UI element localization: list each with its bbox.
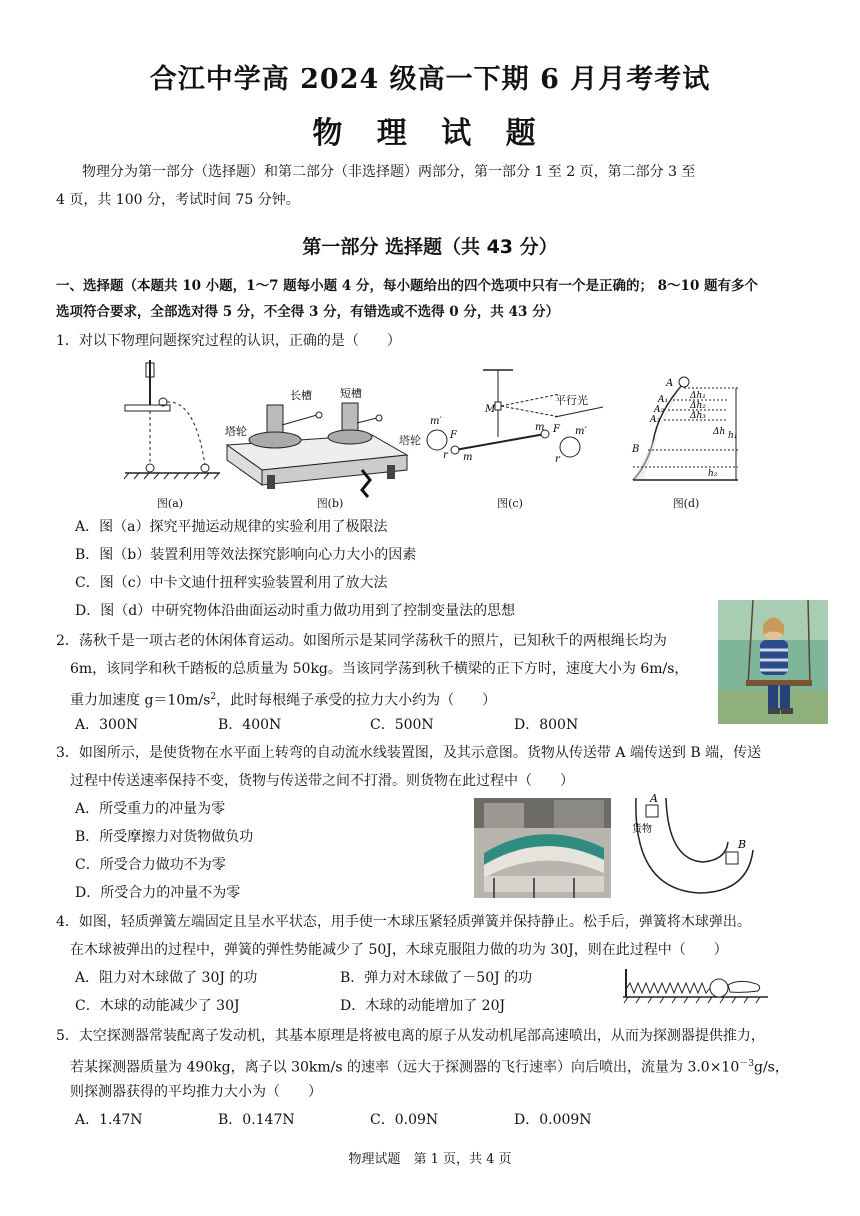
question-3-option-c: C．所受合力做功不为零 [75,857,226,873]
figure-b-caption: 图(b) [316,497,344,510]
question-4-line-2: 在木球被弹出的过程中，弹簧的弹性势能减少了 50J，木球克服阻力做的功为 30J，则在此过程中（ ） [70,942,728,958]
figure-d-curved-surface [628,372,748,490]
section-title: 第一部分 选择题（共 43 分） [302,236,558,258]
figure-c-torsion-balance [425,362,610,492]
figure-b-short-label: 短槽 [340,387,362,400]
question-5-line-2-a: 若某探测器质量为 490kg，离子以 30km/s 的速率（远大于探测器的飞行速率）向后喷出，流量为 3.0×10 [70,1059,740,1076]
question-5-option-d: D．0.009N [514,1112,592,1128]
svg-text:M: M [485,404,496,415]
spring-ball-diagram [618,965,770,1007]
question-4-option-b: B．弹力对木球做了－50J 的功 [340,970,533,986]
question-5-option-c: C．0.09N [370,1112,439,1128]
figure-d-caption: 图(d) [672,497,700,510]
question-2-exponent: 2 [210,692,217,702]
intro-line-2: 4 页，共 100 分，考试时间 75 分钟。 [56,192,300,208]
svg-text:m′: m′ [430,416,442,427]
swing-photo [718,600,828,724]
schematic-cargo-label: 货物 [632,824,652,835]
question-2-line-3-b: ，此时每根绳子承受的拉力大小约为（ ） [216,692,497,709]
svg-text:Δh₃: Δh₃ [690,411,706,421]
figure-c-parallel-light-label: 平行光 [555,394,588,407]
figure-b-centripetal-apparatus [222,385,412,500]
svg-text:A₃: A₃ [650,415,661,425]
question-5-line-3: 则探测器获得的平均推力大小为（ ） [70,1084,322,1100]
figure-a-projectile-diagram [115,355,225,510]
question-5-line-1: 5．太空探测器常装配离子发动机，其基本原理是将被电离的原子从发动机尾部高速喷出，从而为探测器提供推力， [56,1028,765,1044]
page-footer: 物理试题 第 1 页，共 4 页 [348,1152,512,1167]
svg-text:m: m [463,452,473,463]
question-2-line-3-a: 重力加速度 g＝10m/s [70,692,211,709]
question-3-option-d: D．所受合力的冲量不为零 [75,885,241,901]
schematic-label-a: A [650,792,658,805]
svg-text:Δh₂: Δh₂ [690,401,706,411]
svg-text:F: F [553,424,560,435]
question-3-line-2: 过程中传送速率保持不变，货物与传送带之间不打滑。则货物在此过程中（ ） [70,773,574,789]
question-2-line-1: 2．荡秋千是一项古老的休闲体育运动。如图所示是某同学荡秋千的照片，已知秋千的两根绳长均为 [56,633,667,649]
question-1-stem: 1．对以下物理问题探究过程的认识，正确的是（ ） [56,333,401,349]
conveyor-schematic [628,790,758,900]
figure-a-caption: 图(a) [156,497,184,510]
question-2-option-d: D．800N [514,717,579,733]
svg-text:A: A [666,378,674,389]
question-2-line-2: 6m，该同学和秋千踏板的总质量为 50kg。当该同学荡到秋千横梁的正下方时，速度大小为 6m/s， [70,661,689,677]
conveyor-photo [474,798,611,898]
section-instructions-1: 一、选择题（本题共 10 小题，1～7 题每小题 4 分，每小题给出的四个选项中只有一个是正确的； 8～10 题有多个 [56,278,759,294]
question-4-option-d: D．木球的动能增加了 20J [340,998,506,1014]
question-5-option-b: B．0.147N [218,1112,295,1128]
svg-text:r: r [443,450,448,461]
question-3-option-b: B．所受摩擦力对货物做负功 [75,829,254,845]
intro-line-1: 物理分为第一部分（选择题）和第二部分（非选择题）两部分，第一部分 1 至 2 页，第二部分 3 至 [82,164,696,180]
question-5-option-a: A．1.47N [75,1112,143,1128]
figure-b-long-label: 长槽 [290,389,312,402]
question-2-option-a: A．300N [75,717,139,733]
exam-title: 合江中学高 2024 级高一下期 6 月月考考试 [149,64,711,95]
section-instructions-2: 选项符合要求，全部选对得 5 分，不全得 3 分，有错选或不选得 0 分，共 43 分） [56,304,560,320]
figure-b-tower-label: 塔轮 [225,425,247,438]
svg-text:Δh: Δh [713,427,726,437]
question-1-option-b: B．图（b）装置利用等效法探究影响向心力大小的因素 [75,547,417,563]
question-4-line-1: 4．如图，轻质弹簧左端固定且呈水平状态，用手使一木球压紧轻质弹簧并保持静止。松手后，弹簧将木球弹出。 [56,914,751,930]
svg-text:A₂: A₂ [654,405,665,415]
svg-text:h₁: h₁ [728,431,738,441]
svg-text:F: F [450,430,457,441]
question-2-option-c: C．500N [370,717,434,733]
figure-c-caption: 图(c) [497,497,523,510]
svg-text:B: B [632,444,640,455]
question-5-line-2 [70,1053,789,1079]
question-3-line-1: 3．如图所示，是使货物在水平面上转弯的自动流水线装置图，及其示意图。货物从传送带 A 端传送到 B 端，传送 [56,745,762,761]
svg-text:A₁: A₁ [658,395,669,405]
question-1-option-c: C．图（c）中卡文迪什扭秤实验装置利用了放大法 [75,575,388,591]
question-5-exponent: －3 [739,1059,754,1069]
question-3-option-a: A．所受重力的冲量为零 [75,801,226,817]
subject-title: 物 理 试 题 [312,116,548,151]
question-4-option-c: C．木球的动能减少了 30J [75,998,240,1014]
svg-text:m: m [535,422,545,433]
svg-text:m′: m′ [575,426,587,437]
question-5-line-2-b: g/s， [753,1059,789,1076]
question-2-option-b: B．400N [218,717,282,733]
question-1-option-d: D．图（d）中研究物体沿曲面运动时重力做功用到了控制变量法的思想 [75,603,516,619]
svg-text:Δh₁: Δh₁ [690,391,706,401]
question-2-line-3 [70,686,496,712]
figure-c-tower-label: 塔轮 [399,434,421,447]
svg-text:r: r [555,454,560,465]
question-4-option-a: A．阻力对木球做了 30J 的功 [75,970,258,986]
svg-text:h₂: h₂ [708,469,718,479]
schematic-label-b: B [738,838,747,851]
question-1-option-a: A．图（a）探究平抛运动规律的实验利用了极限法 [75,519,388,535]
